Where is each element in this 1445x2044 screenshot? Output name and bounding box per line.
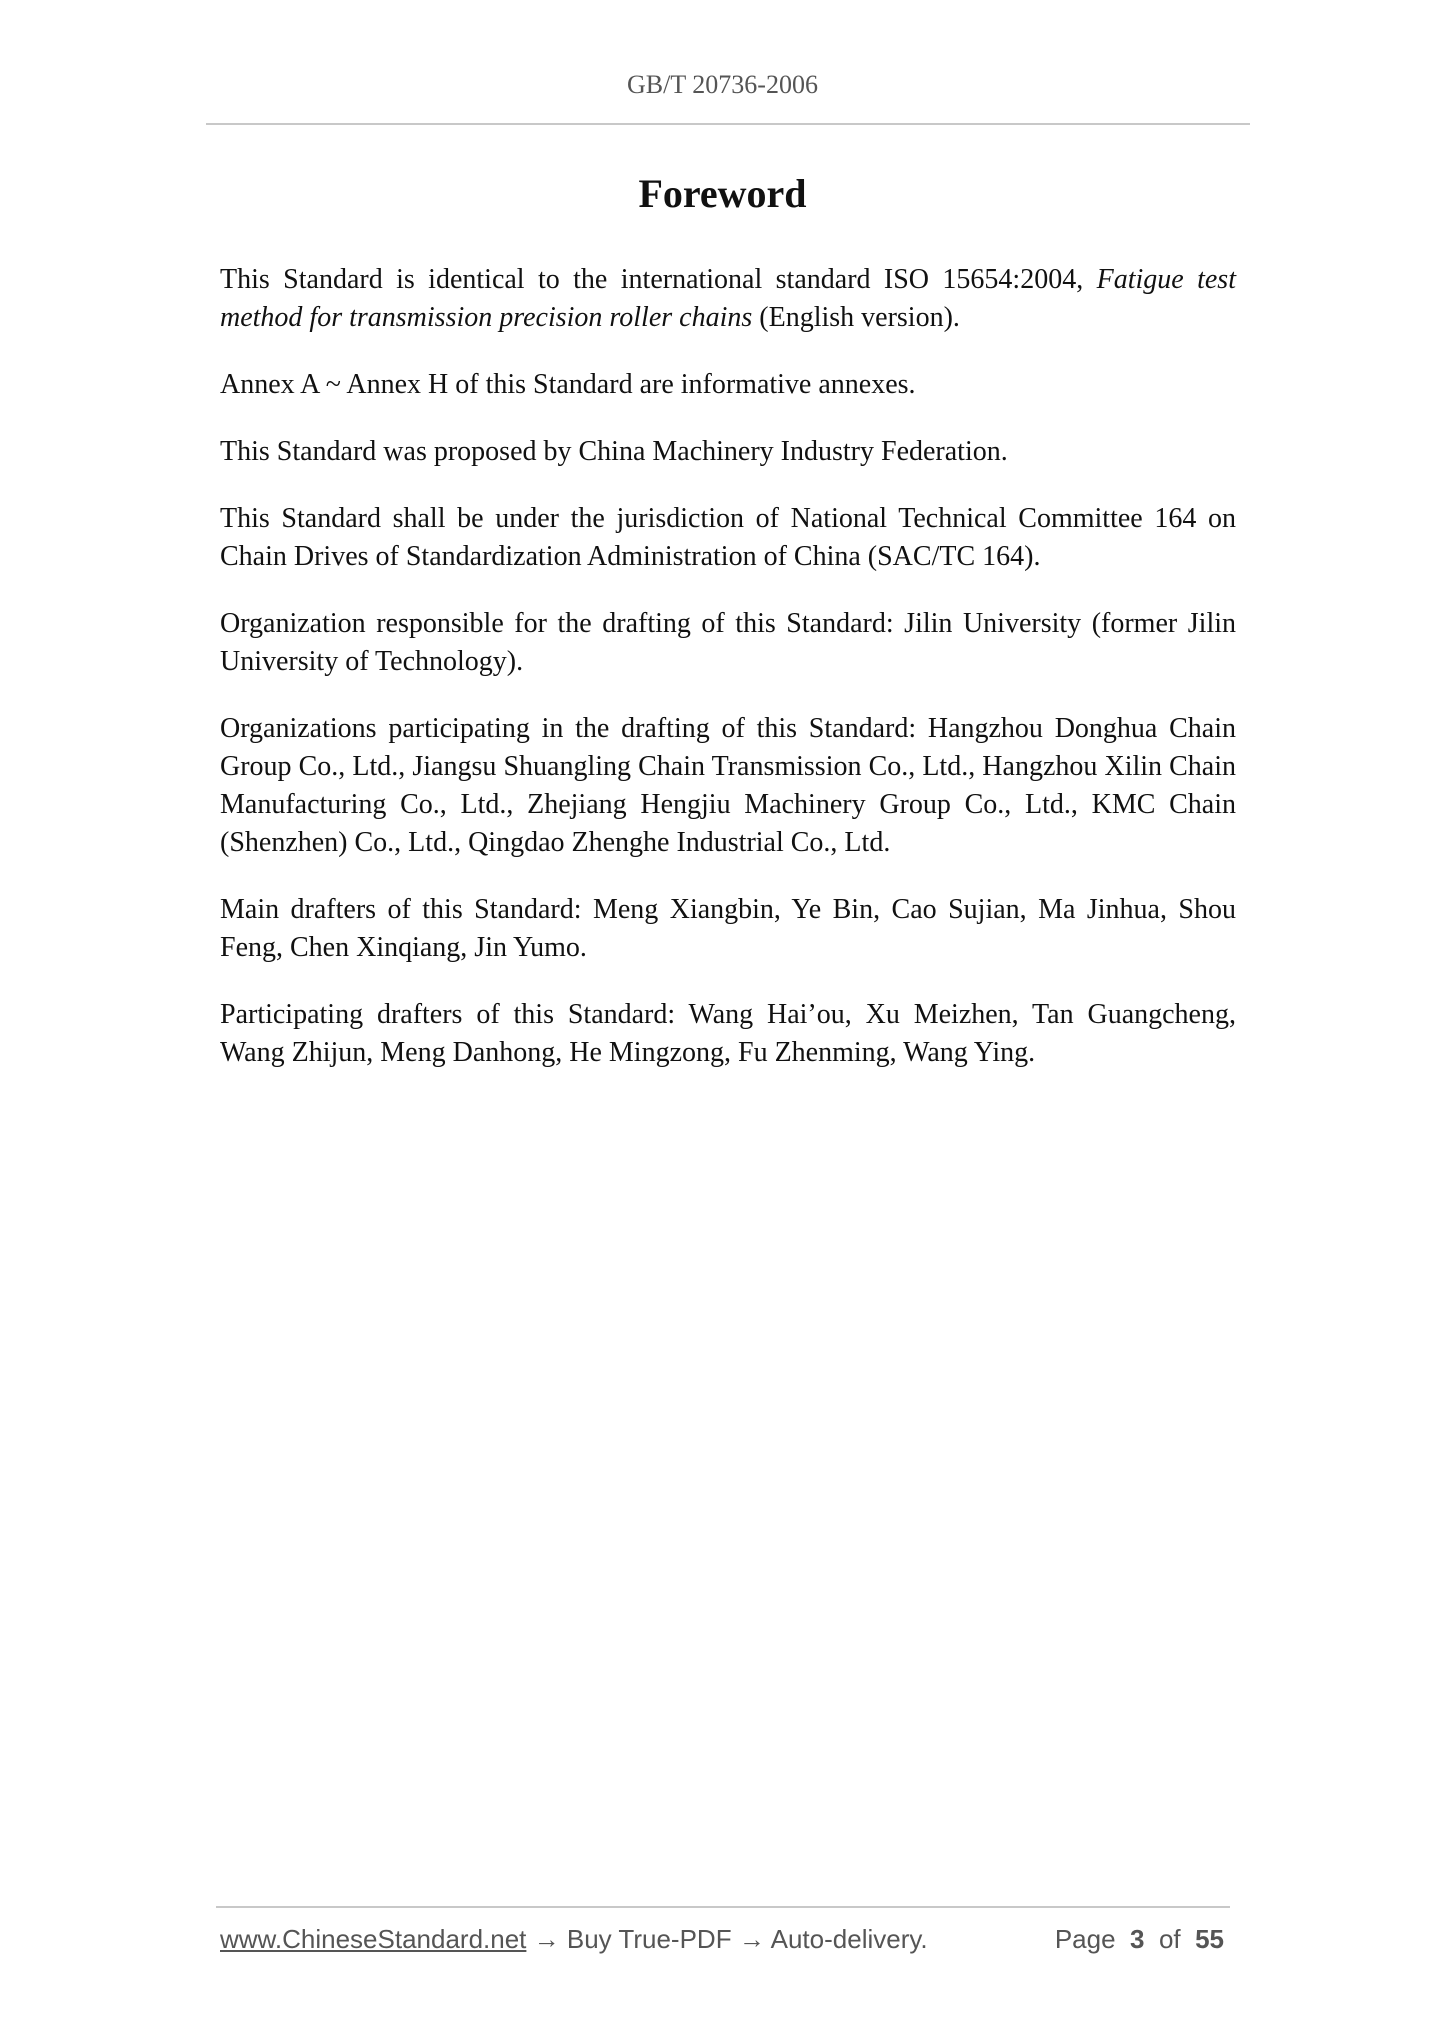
- page-number: [1055, 1924, 1224, 1955]
- website-link[interactable]: www.ChineseStandard.net: [220, 1924, 527, 1954]
- footer-promo: [220, 1924, 928, 1955]
- paragraph-participating-organizations: Organizations participating in the drafting of this Standard: Hangzhou Donghua Chain Group Co., Ltd., Jiangsu Shuangling Chain Transmission Co., Ltd., Hangzhou Xilin Chain Manufacturing Co., Ltd., Zhejiang Hengjiu Machinery Group Co., Ltd., KMC Chain (Shenzhen) Co., Ltd., Qingdao Zhenghe Industrial Co., Ltd.: [220, 713, 1236, 858]
- arrow-right-icon: →: [738, 1924, 765, 1954]
- paragraph-proposed-by: This Standard was proposed by China Machinery Industry Federation.: [220, 436, 1008, 467]
- paragraph-drafting-organization: Organization responsible for the drafting of this Standard: Jilin University (former Jilin University of Technology).: [220, 608, 1236, 677]
- body-text: [220, 261, 1236, 1101]
- page-title: Foreword: [638, 171, 807, 216]
- buy-pdf-text: Buy True-PDF: [566, 1924, 732, 1954]
- page-label: Page: [1054, 1924, 1116, 1954]
- paragraph-identical-standard: [220, 261, 1236, 337]
- paragraph-jurisdiction: This Standard shall be under the jurisdiction of National Technical Committee 164 on Chain Drives of Standardization Administration of China (SAC/TC 164).: [220, 503, 1236, 572]
- header-divider: [206, 123, 1250, 125]
- arrow-right-icon: →: [533, 1924, 560, 1954]
- paragraph-main-drafters: Main drafters of this Standard: Meng Xiangbin, Ye Bin, Cao Sujian, Ma Jinhua, Shou Feng, Chen Xinqiang, Jin Yumo.: [220, 894, 1236, 963]
- paragraph-1-text: This Standard is identical to the international standard ISO 15654:2004,: [220, 264, 1097, 295]
- footer-divider: [216, 1906, 1230, 1908]
- auto-delivery-text: Auto-delivery.: [770, 1924, 928, 1954]
- of-label: of: [1158, 1924, 1181, 1954]
- page-footer: [220, 1924, 1230, 1960]
- paragraph-participating-drafters: Participating drafters of this Standard: Wang Hai’ou, Xu Meizhen, Tan Guangcheng, Wang Zhijun, Meng Danhong, He Mingzong, Fu Zhenming, Wang Ying.: [220, 999, 1236, 1068]
- total-pages: 55: [1195, 1924, 1224, 1954]
- current-page: 3: [1130, 1924, 1145, 1954]
- paragraph-1-suffix: (English version).: [752, 302, 960, 333]
- page-header-code: GB/T 20736-2006: [627, 70, 818, 99]
- paragraph-annexes: Annex A ~ Annex H of this Standard are informative annexes.: [220, 369, 916, 400]
- standard-title-italic: Fatigue test method for transmission precision roller chains: [220, 264, 1236, 333]
